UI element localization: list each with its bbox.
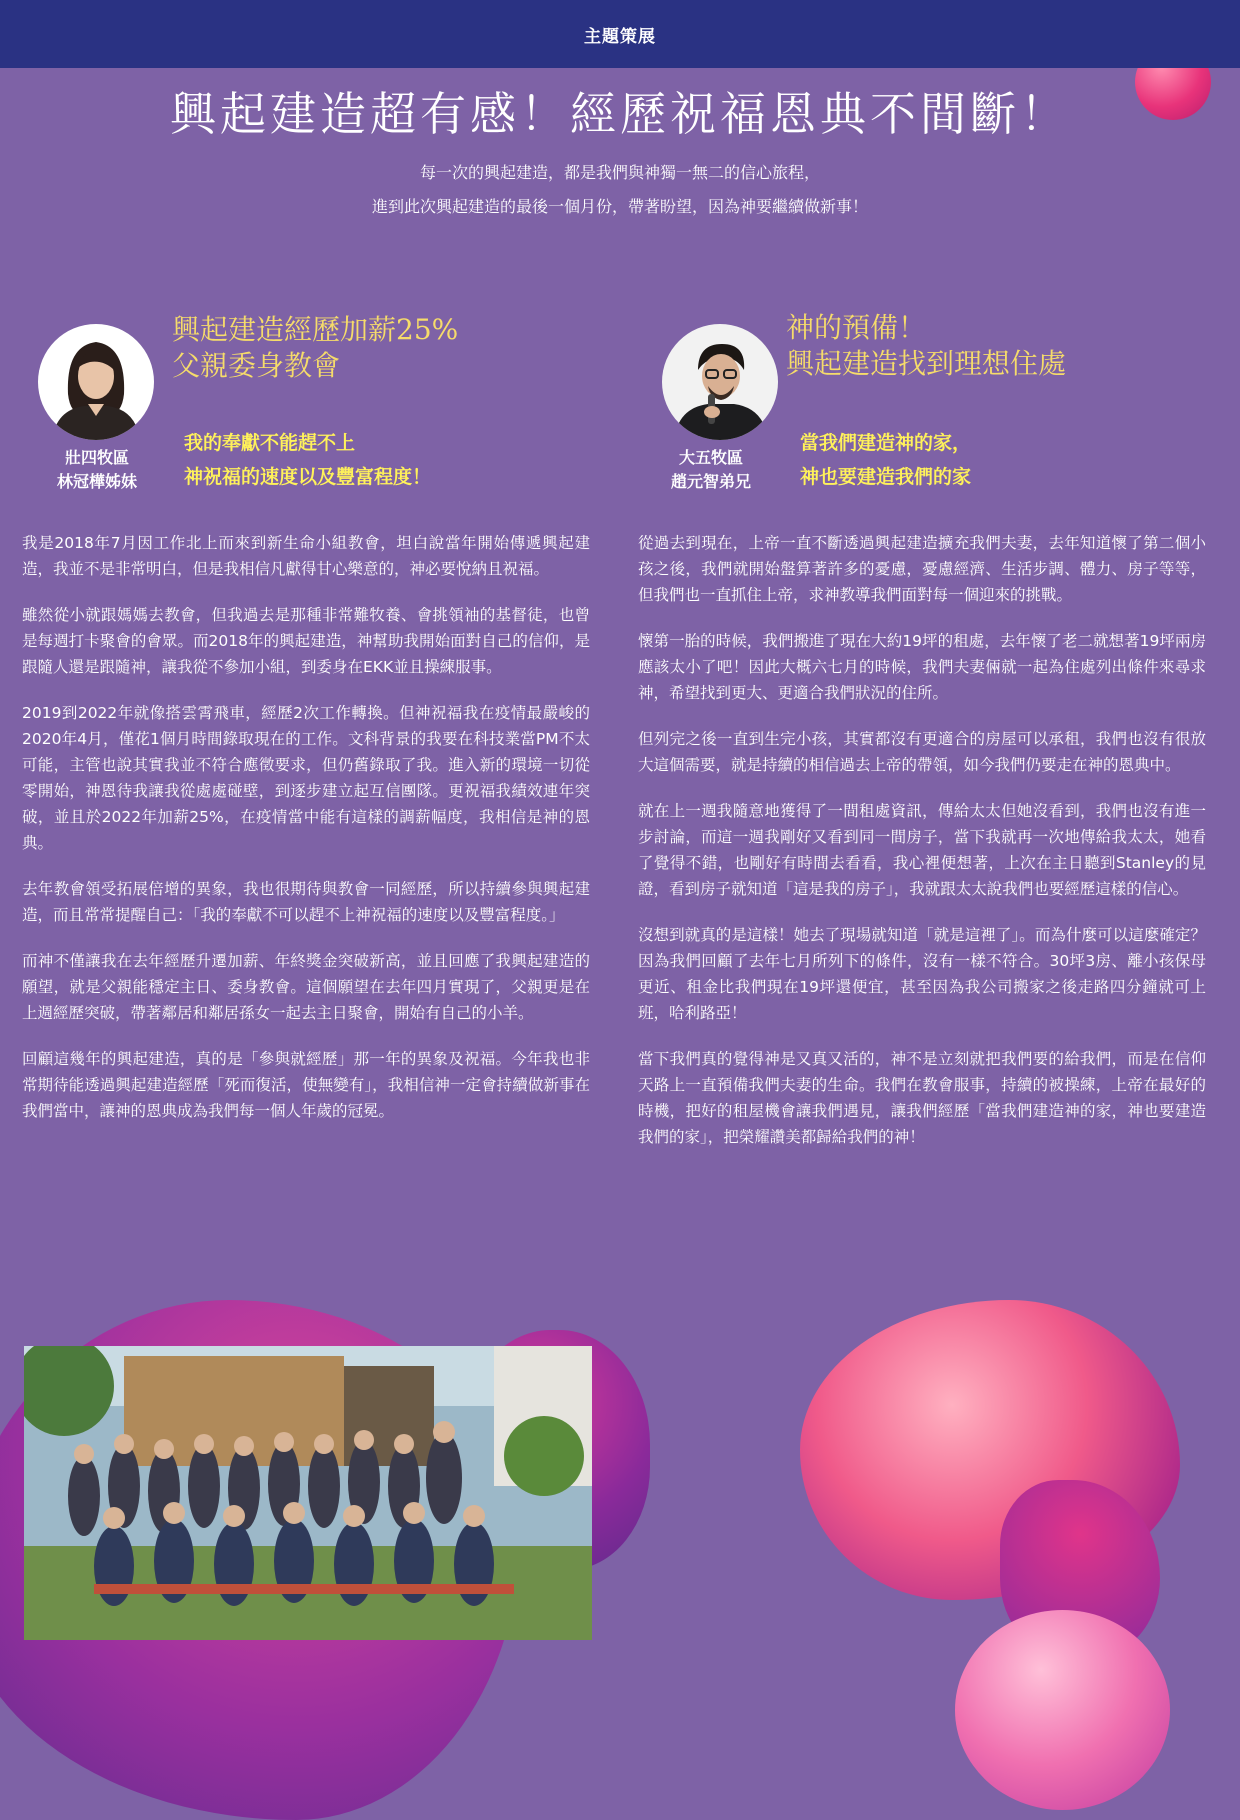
- article-right-paragraph: 懷第一胎的時候，我們搬進了現在大約19坪的租處，去年懷了老二就想著19坪兩房應該太小了吧！因此大概六七月的時候，我們夫妻倆就一起為住處列出條件來尋求神，希望找到更大、更適合我們狀況的住所。: [638, 632, 1206, 702]
- article-left-paragraph: 而神不僅讓我在去年經歷升遷加薪、年終獎金突破新高，並且回應了我興起建造的願望，就是父親能穩定主日、委身教會。這個願望在去年四月實現了，父親更是在上週經歷突破，帶著鄰居和鄰居孫女一起去主日聚會，開始有自己的小羊。: [22, 952, 590, 1022]
- author-right-district: 大五牧區: [678, 448, 743, 467]
- header-bar: [0, 0, 1240, 68]
- quote-right: [800, 426, 971, 494]
- author-left-district: 壯四牧區: [64, 448, 129, 467]
- quote-right-line-1: 當我們建造神的家，: [800, 432, 972, 454]
- author-right: [646, 446, 776, 494]
- decorative-blob-bottom-corner: [955, 1610, 1170, 1810]
- article-right-paragraph: 但列完之後一直到生完小孩，其實都沒有更適合的房屋可以承租，我們也沒有很放大這個需要，就是持續的相信過去上帝的帶領，如今我們仍要走在神的恩典中。: [638, 730, 1206, 774]
- article-right-paragraph: 當下我們真的覺得神是又真又活的，神不是立刻就把我們要的給我們，而是在信仰天路上一直預備我們夫妻的生命。我們在教會服事，持續的被操練，上帝在最好的時機，把好的租屋機會讓我們遇見，讓我們經歷「當我們建造神的家，神也要建造我們的家」，把榮耀讚美都歸給我們的神！: [638, 1050, 1206, 1146]
- article-right-paragraph: 沒想到就真的是這樣！她去了現場就知道「就是這裡了」。而為什麼可以這麼確定？因為我們回顧了去年七月所列下的條件，沒有一樣不符合。30坪3房、離小孩保母更近、租金比我們現在19坪還便宜，甚至因為我公司搬家之後走路四分鐘就可上班，哈利路亞！: [638, 926, 1206, 1022]
- article-left-paragraph: 雖然從小就跟媽媽去教會，但我過去是那種非常難牧養、會挑領袖的基督徒，也曾是每週打卡聚會的會眾。而2018年的興起建造，神幫助我開始面對自己的信仰，是跟隨人還是跟隨神，讓我從不參加小組，到委身在EKK並且操練服事。: [22, 606, 590, 676]
- heading-left-line-1: 興起建造經歷加薪25%: [172, 313, 459, 346]
- author-right-name: 趙元智弟兄: [670, 472, 751, 491]
- article-left-paragraph: 回顧這幾年的興起建造，真的是「參與就經歷」那一年的異象及祝福。今年我也非常期待能透過興起建造經歷「死而復活，使無變有」，我相信神一定會持續做新事在我們當中，讓神的恩典成為我們每一個人年歲的冠冕。: [22, 1050, 590, 1120]
- quote-left-line-2: 神祝福的速度以及豐富程度！: [184, 466, 432, 488]
- quote-left-line-1: 我的奉獻不能趕不上: [184, 432, 356, 454]
- page-title: 興起建造超有感！經歷祝福恩典不間斷！: [170, 87, 1070, 141]
- subtitle-line-2: 進到此次興起建造的最後一個月份，帶著盼望，因為神要繼續做新事！: [371, 197, 868, 216]
- section-label: 主題策展: [584, 26, 656, 47]
- page-subtitle: [0, 156, 1240, 224]
- article-left-paragraph: 我是2018年7月因工作北上而來到新生命小組教會，坦白說當年開始傳遞興起建造，我並不是非常明白，但是我相信凡獻得甘心樂意的，神必要悅納且祝福。: [22, 534, 590, 578]
- article-right-paragraph: 就在上一週我隨意地獲得了一間租處資訊，傳給太太但她沒看到，我們也沒有進一步討論，而這一週我剛好又看到同一間房子，當下我就再一次地傳給我太太，她看了覺得不錯，也剛好有時間去看看，我心裡便想著，上次在主日聽到Stanley的見證，看到房子就知道「這是我的房子」，我就跟太太說我們也要經歷這樣的信心。: [638, 802, 1206, 898]
- article-left-paragraph: 去年教會領受拓展倍增的異象，我也很期待與教會一同經歷，所以持續參與興起建造，而且常常提醒自己：「我的奉獻不可以趕不上神祝福的速度以及豐富程度。」: [22, 880, 590, 924]
- article-right-paragraph: 從過去到現在，上帝一直不斷透過興起建造擴充我們夫妻，去年知道懷了第二個小孩之後，我們就開始盤算著許多的憂慮，憂慮經濟、生活步調、體力、房子等等，但我們也一直抓住上帝，求神教導我們面對每一個迎來的挑戰。: [638, 534, 1206, 604]
- heading-right-line-1: 神的預備！: [786, 311, 927, 344]
- heading-right: [786, 310, 1066, 382]
- subtitle-line-1: 每一次的興起建造，都是我們與神獨一無二的信心旅程，: [419, 163, 820, 182]
- quote-left: [184, 426, 431, 494]
- article-left-paragraph: 2019到2022年就像搭雲霄飛車，經歷2次工作轉換。但神祝福我在疫情最嚴峻的2020年4月，僅花1個月時間錄取現在的工作。文科背景的我要在科技業當PM不太可能，主管也說其實我並不符合應徵要求，但仍舊錄取了我。進入新的環境一切從零開始，神恩待我讓我從處處碰壁，到逐步建立起互信團隊。更祝福我績效連年突破，並且於2022年加薪25%，在疫情當中能有這樣的調薪幅度，我相信是神的恩典。: [22, 704, 590, 852]
- avatar-left: [38, 324, 154, 440]
- author-left-name: 林冠樺姊妹: [56, 472, 137, 491]
- heading-left: [172, 312, 458, 384]
- author-left: [32, 446, 162, 494]
- group-photo: [24, 1346, 592, 1640]
- article-left-column: [22, 530, 590, 1144]
- article-right-column: [638, 530, 1206, 1170]
- heading-left-line-2: 父親委身教會: [172, 349, 341, 382]
- avatar-right: [662, 324, 778, 440]
- heading-right-line-2: 興起建造找到理想住處: [786, 347, 1067, 380]
- quote-right-line-2: 神也要建造我們的家: [800, 466, 972, 488]
